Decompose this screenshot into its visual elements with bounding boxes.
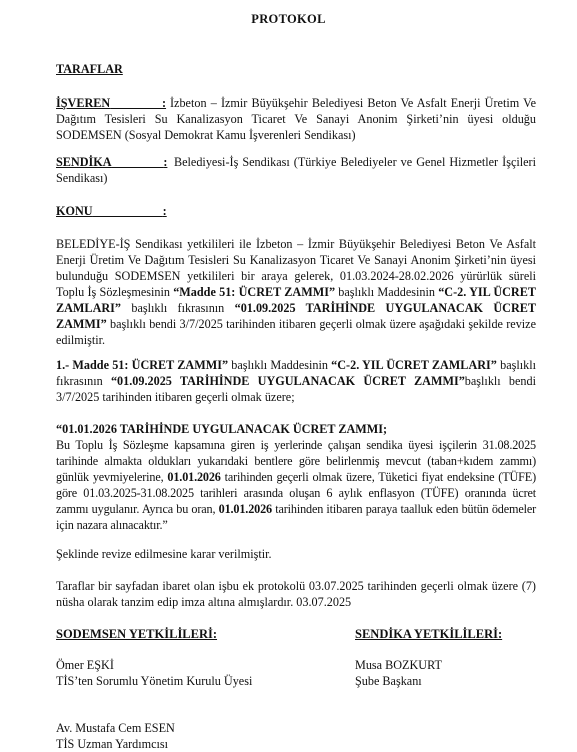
signatory-name: Ömer EŞKİ <box>56 658 114 672</box>
item-1-paragraph: 1.- Madde 51: ÜCRET ZAMMI” başlıklı Maddesinin “C-2. YIL ÜCRET ZAMLARI” başlıklı fıkrasının “01.09.2025 TARİHİNDE UYGULANACAK ÜCRET ZAMMI”başlıklı bendi 3/7/2025 tarihinden itibaren geçerli olmak üzere; <box>56 358 536 404</box>
signatory-role: Şube Başkanı <box>355 674 422 688</box>
employer-signature-block <box>56 626 286 689</box>
signatory-name: Av. Mustafa Cem ESEN <box>56 721 175 735</box>
expert-signature-block <box>56 720 286 752</box>
employer-paragraph <box>56 95 536 143</box>
union-text: Belediyesi-İş Sendikası (Türkiye Belediyeler ve Genel Hizmetler İşçileri Sendikası) <box>56 155 536 185</box>
union-paragraph <box>56 154 536 186</box>
document-title: PROTOKOL <box>251 12 326 26</box>
signatory-role: TİS Uzman Yardımcısı <box>56 737 169 751</box>
union-signatories-heading: SENDİKA YETKİLİLERİ: <box>355 627 503 641</box>
parties-heading: TARAFLAR <box>56 62 123 76</box>
union-signature-block <box>355 626 577 689</box>
revision-paragraph: Bu Toplu İş Sözleşme kapsamına giren iş yerlerinde çalışan sendika üyesi işçilerin 31.08.2025 tarihinde almakta oldukları yukarıdaki bentlere göre belirlenmiş mevcut (taban+kıdem zammı) günlük yevmiyelerine, 01.01.2026 tarihinden geçerli olmak üzere, Tüketici fiyat endeksine (TÜFE) göre 01.03.2025-31.08.2025 tarihleri arasında oluşan 6 aylık enflasyon (TÜFE) oranında ücret zammı uygulanır. Ayrıca bu oran, 01.01.2026 tarihinden itibaren paraya taalluk eden bütün ödemeler için nazara alınacaktır.” <box>56 438 536 532</box>
subject-line <box>56 203 536 219</box>
employer-signatories-heading: SODEMSEN YETKİLİLERİ: <box>56 627 218 641</box>
subject-label: KONU : <box>56 204 167 218</box>
employer-text: İzbeton – İzmir Büyükşehir Belediyesi Beton Ve Asfalt Enerji Üretim Ve Dağıtım Tesisleri Su Kanalizasyon Ticaret Ve Sanayi Anonim Şirketi’nin üyesi olduğu SODEMSEN (Sosyal Demokrat Kamu İşverenleri Sendikası) <box>56 96 536 142</box>
revision-heading: “01.01.2026 TARİHİNDE UYGULANACAK ÜCRET ZAMMI; <box>56 422 388 436</box>
intro-paragraph: BELEDİYE-İŞ Sendikası yetkilileri ile İzbeton – İzmir Büyükşehir Belediyesi Beton Ve Asfalt Enerji Üretim Ve Dağıtım Tesisleri Su Kanalizasyon Ticaret Ve Sanayi Anonim Şirketi’nin üyesi bulunduğu SODEMSEN yetkilileri bir araya gelerek, 01.03.2024-28.02.2026 yürürlük süreli Toplu İş Sözleşmesinin “Madde 51: ÜCRET ZAMMI” başlıklı Maddesinin “C-2. YIL ÜCRET ZAMLARI” başlıklı fıkrasının “01.09.2025 TARİHİNDE UYGULANACAK ÜCRET ZAMMI” başlıklı bendi 3/7/2025 tarihinden itibaren geçerli olmak üzere aşağıdaki şekilde revize edilmiştir. <box>56 237 537 347</box>
signatory-role: TİS’ten Sorumlu Yönetim Kurulu Üyesi <box>56 674 253 688</box>
signatory-name: Musa BOZKURT <box>355 658 442 672</box>
decision-text: Şeklinde revize edilmesine karar verilmiştir. <box>56 547 272 561</box>
union-label: SENDİKA : <box>56 155 168 169</box>
employer-label: İŞVEREN : <box>56 96 167 110</box>
closing-paragraph: Taraflar bir sayfadan ibaret olan işbu ek protokolü 03.07.2025 tarihinden geçerli olmak üzere (7) nüsha olarak tanzim edip imza altına almışlardır. 03.07.2025 <box>56 579 536 609</box>
